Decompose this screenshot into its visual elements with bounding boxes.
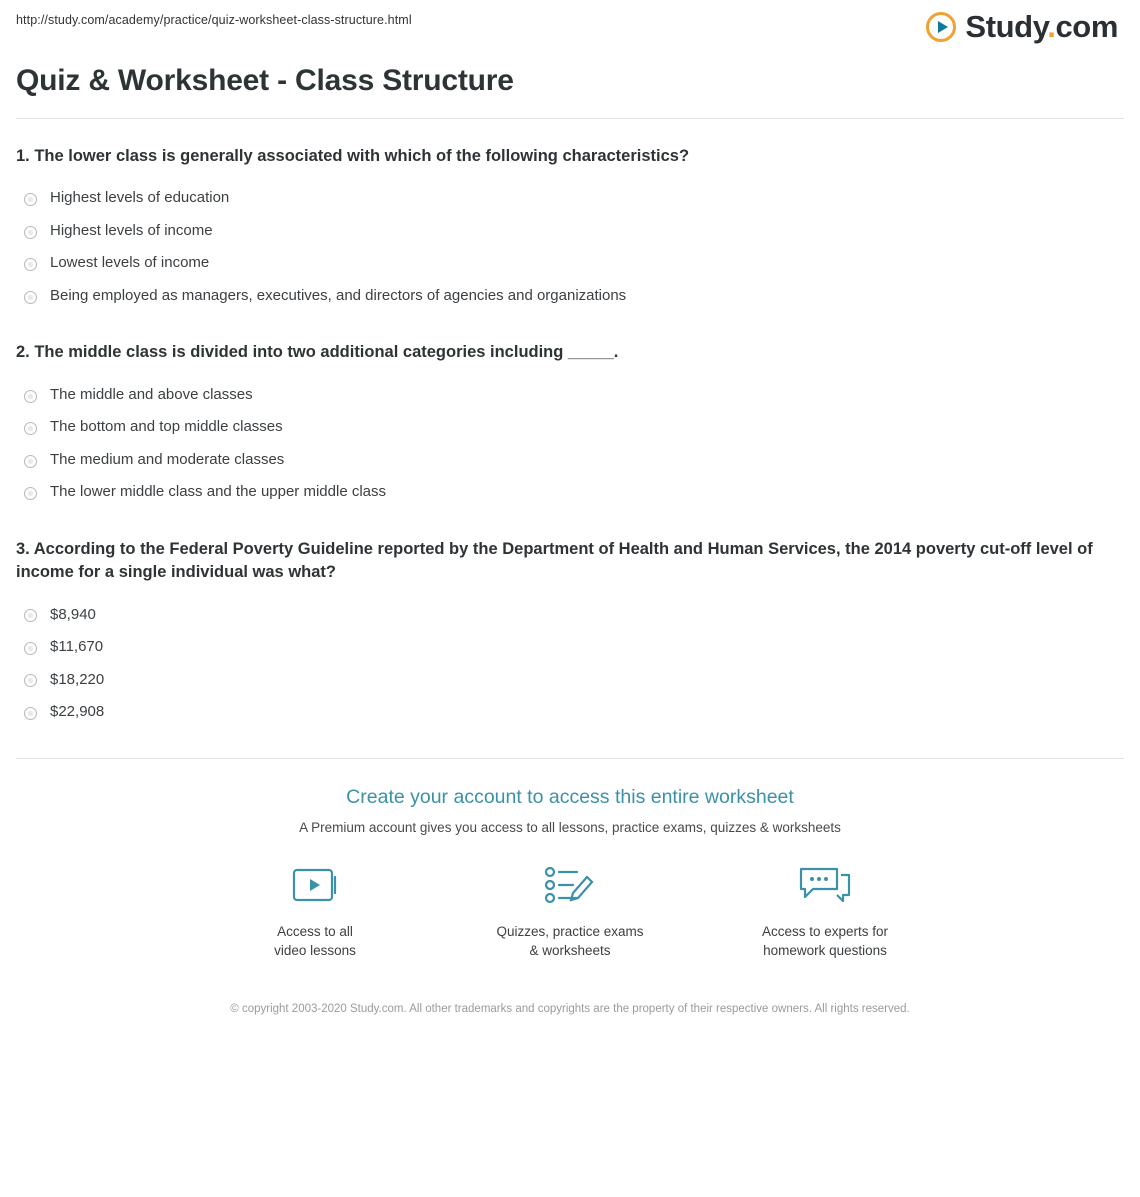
play-circle-icon bbox=[926, 12, 956, 42]
brand-dot: . bbox=[1047, 9, 1056, 44]
radio-icon[interactable] bbox=[24, 258, 37, 271]
radio-icon[interactable] bbox=[24, 487, 37, 500]
feature-item bbox=[485, 860, 655, 961]
feature-label-line2: & worksheets bbox=[529, 943, 611, 959]
radio-icon[interactable] bbox=[24, 707, 37, 720]
brand-wordmark bbox=[965, 11, 1118, 42]
answer-label: $8,940 bbox=[50, 605, 96, 623]
radio-icon[interactable] bbox=[24, 226, 37, 239]
answer-list bbox=[16, 182, 1124, 312]
answer-list bbox=[16, 599, 1124, 729]
answer-label: Being employed as managers, executives, and directors of agencies and organizations bbox=[50, 286, 627, 304]
feature-label-line1: Access to experts for bbox=[761, 923, 889, 939]
radio-icon[interactable] bbox=[24, 390, 37, 403]
question-block bbox=[16, 341, 1124, 508]
feature-label-line1: Quizzes, practice exams bbox=[496, 923, 644, 939]
feature-item bbox=[230, 860, 400, 961]
question-block bbox=[16, 145, 1124, 312]
answer-option[interactable] bbox=[16, 444, 1124, 477]
site-logo[interactable] bbox=[926, 11, 1124, 42]
radio-icon[interactable] bbox=[24, 609, 37, 622]
feature-label-line2: homework questions bbox=[763, 943, 887, 959]
answer-option[interactable] bbox=[16, 696, 1124, 729]
question-text: 1. The lower class is generally associated with which of the following characteristics? bbox=[16, 147, 690, 165]
answer-label: The bottom and top middle classes bbox=[50, 418, 283, 436]
answer-option[interactable] bbox=[16, 379, 1124, 412]
feature-label-line2: video lessons bbox=[274, 943, 356, 959]
answer-label: Highest levels of income bbox=[50, 221, 213, 239]
answer-label: The medium and moderate classes bbox=[50, 450, 285, 468]
radio-icon[interactable] bbox=[24, 642, 37, 655]
answer-label: The lower middle class and the upper middle class bbox=[50, 483, 386, 501]
page-title: Quiz & Worksheet - Class Structure bbox=[16, 64, 1124, 119]
answer-label: The middle and above classes bbox=[50, 385, 253, 403]
brand-tld: com bbox=[1055, 9, 1118, 44]
quiz-body bbox=[16, 119, 1124, 729]
promo-subtitle: A Premium account gives you access to all lessons, practice exams, quizzes & worksheets bbox=[299, 819, 841, 835]
answer-label: Highest levels of education bbox=[50, 189, 230, 207]
answer-label: Lowest levels of income bbox=[50, 254, 210, 272]
answer-option[interactable] bbox=[16, 476, 1124, 509]
promo-section bbox=[16, 759, 1124, 1018]
chat-bubbles-icon bbox=[797, 860, 853, 912]
answer-option[interactable] bbox=[16, 215, 1124, 248]
feature-list bbox=[16, 860, 1124, 961]
answer-option[interactable] bbox=[16, 247, 1124, 280]
promo-title[interactable]: Create your account to access this entire worksheet bbox=[346, 785, 794, 808]
copyright-text: © copyright 2003-2020 Study.com. All other trademarks and copyrights are the property of their respective owners. All rights reserved. bbox=[230, 1002, 910, 1015]
answer-option[interactable] bbox=[16, 182, 1124, 215]
answer-label: $18,220 bbox=[50, 670, 105, 688]
answer-option[interactable] bbox=[16, 664, 1124, 697]
answer-label: $11,670 bbox=[50, 638, 104, 656]
video-player-icon bbox=[290, 860, 340, 912]
browser-header bbox=[16, 0, 1124, 52]
question-text: 2. The middle class is divided into two additional categories including _____. bbox=[16, 343, 619, 362]
radio-icon[interactable] bbox=[24, 674, 37, 687]
answer-option[interactable] bbox=[16, 411, 1124, 444]
brand-name: Study bbox=[965, 9, 1048, 44]
answer-option[interactable] bbox=[16, 599, 1124, 632]
radio-icon[interactable] bbox=[24, 193, 37, 206]
radio-icon[interactable] bbox=[24, 455, 37, 468]
feature-label-line1: Access to all bbox=[277, 923, 353, 939]
answer-option[interactable] bbox=[16, 280, 1124, 313]
answer-list bbox=[16, 379, 1124, 509]
quiz-pencil-icon bbox=[543, 860, 597, 912]
page-url: http://study.com/academy/practice/quiz-worksheet-class-structure.html bbox=[16, 13, 412, 27]
question-text: 3. According to the Federal Poverty Guideline reported by the Department of Health and Human Services, the 2014 poverty cut-off level of income for a single individual was what? bbox=[16, 539, 1093, 582]
answer-label: $22,908 bbox=[50, 703, 105, 721]
feature-item bbox=[740, 860, 910, 961]
radio-icon[interactable] bbox=[24, 422, 37, 435]
question-block bbox=[16, 538, 1124, 729]
answer-option[interactable] bbox=[16, 631, 1124, 664]
radio-icon[interactable] bbox=[24, 291, 37, 304]
